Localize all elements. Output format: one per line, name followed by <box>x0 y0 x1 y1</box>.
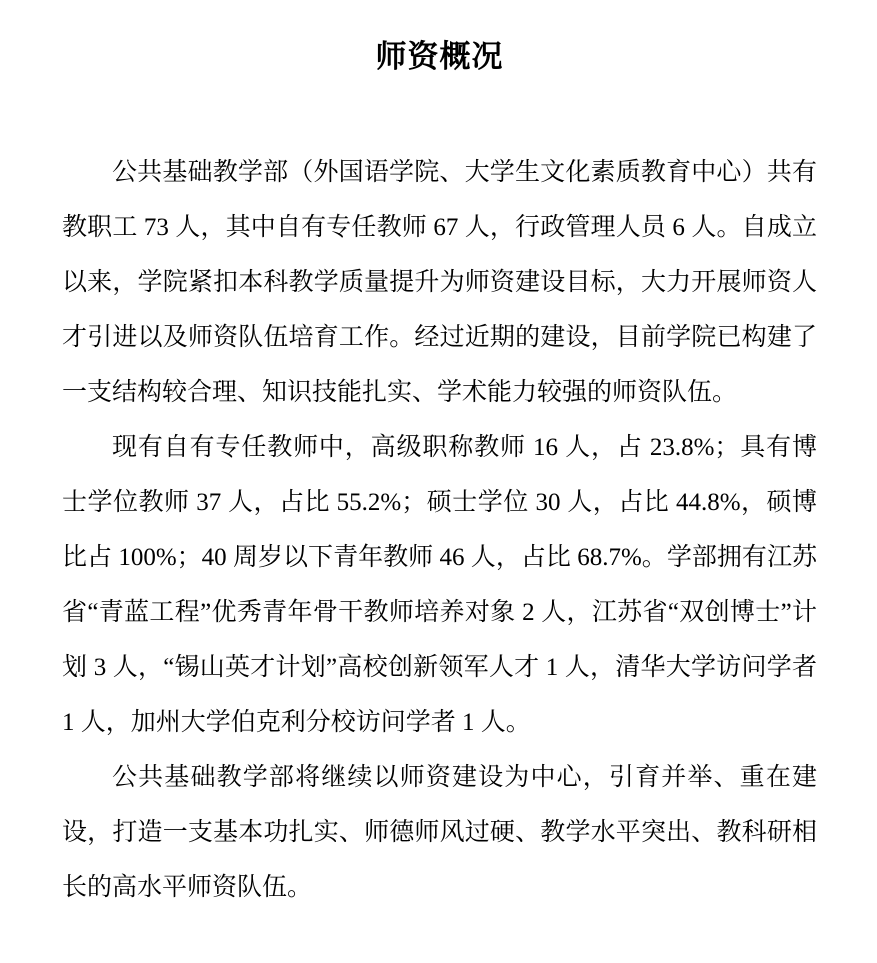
document-title: 师资概况 <box>375 39 504 74</box>
paragraph-faculty-outlook: 公共基础教学部将继续以师资建设为中心，引育并举、重在建设，打造一支基本功扎实、师德师风过硬、教学水平突出、教科研相长的高水平师资队伍。 <box>62 764 817 901</box>
document-body <box>62 145 817 915</box>
paragraph-faculty-overview: 公共基础教学部（外国语学院、大学生文化素质教育中心）共有教职工 73 人，其中自有专任教师 67 人，行政管理人员 6 人。自成立以来，学院紧扣本科教学质量提升为师资建设目标，大力开展师资人才引进以及师资队伍培育工作。经过近期的建设，目前学院已构建了一支结构较合理、知识技能扎实、学术能力较强的师资队伍。 <box>62 159 817 406</box>
paragraph-faculty-statistics: 现有自有专任教师中，高级职称教师 16 人，占 23.8%；具有博士学位教师 37 人，占比 55.2%；硕士学位 30 人，占比 44.8%，硕博比占 100%；40 周岁以下青年教师 46 人，占比 68.7%。学部拥有江苏省“青蓝工程”优秀青年骨干教师培养对象 2 人，江苏省“双创博士”计划 3 人，“锡山英才计划”高校创新领军人才 1 人，清华大学访问学者 1 人，加州大学伯克利分校访问学者 1 人。 <box>62 434 817 736</box>
